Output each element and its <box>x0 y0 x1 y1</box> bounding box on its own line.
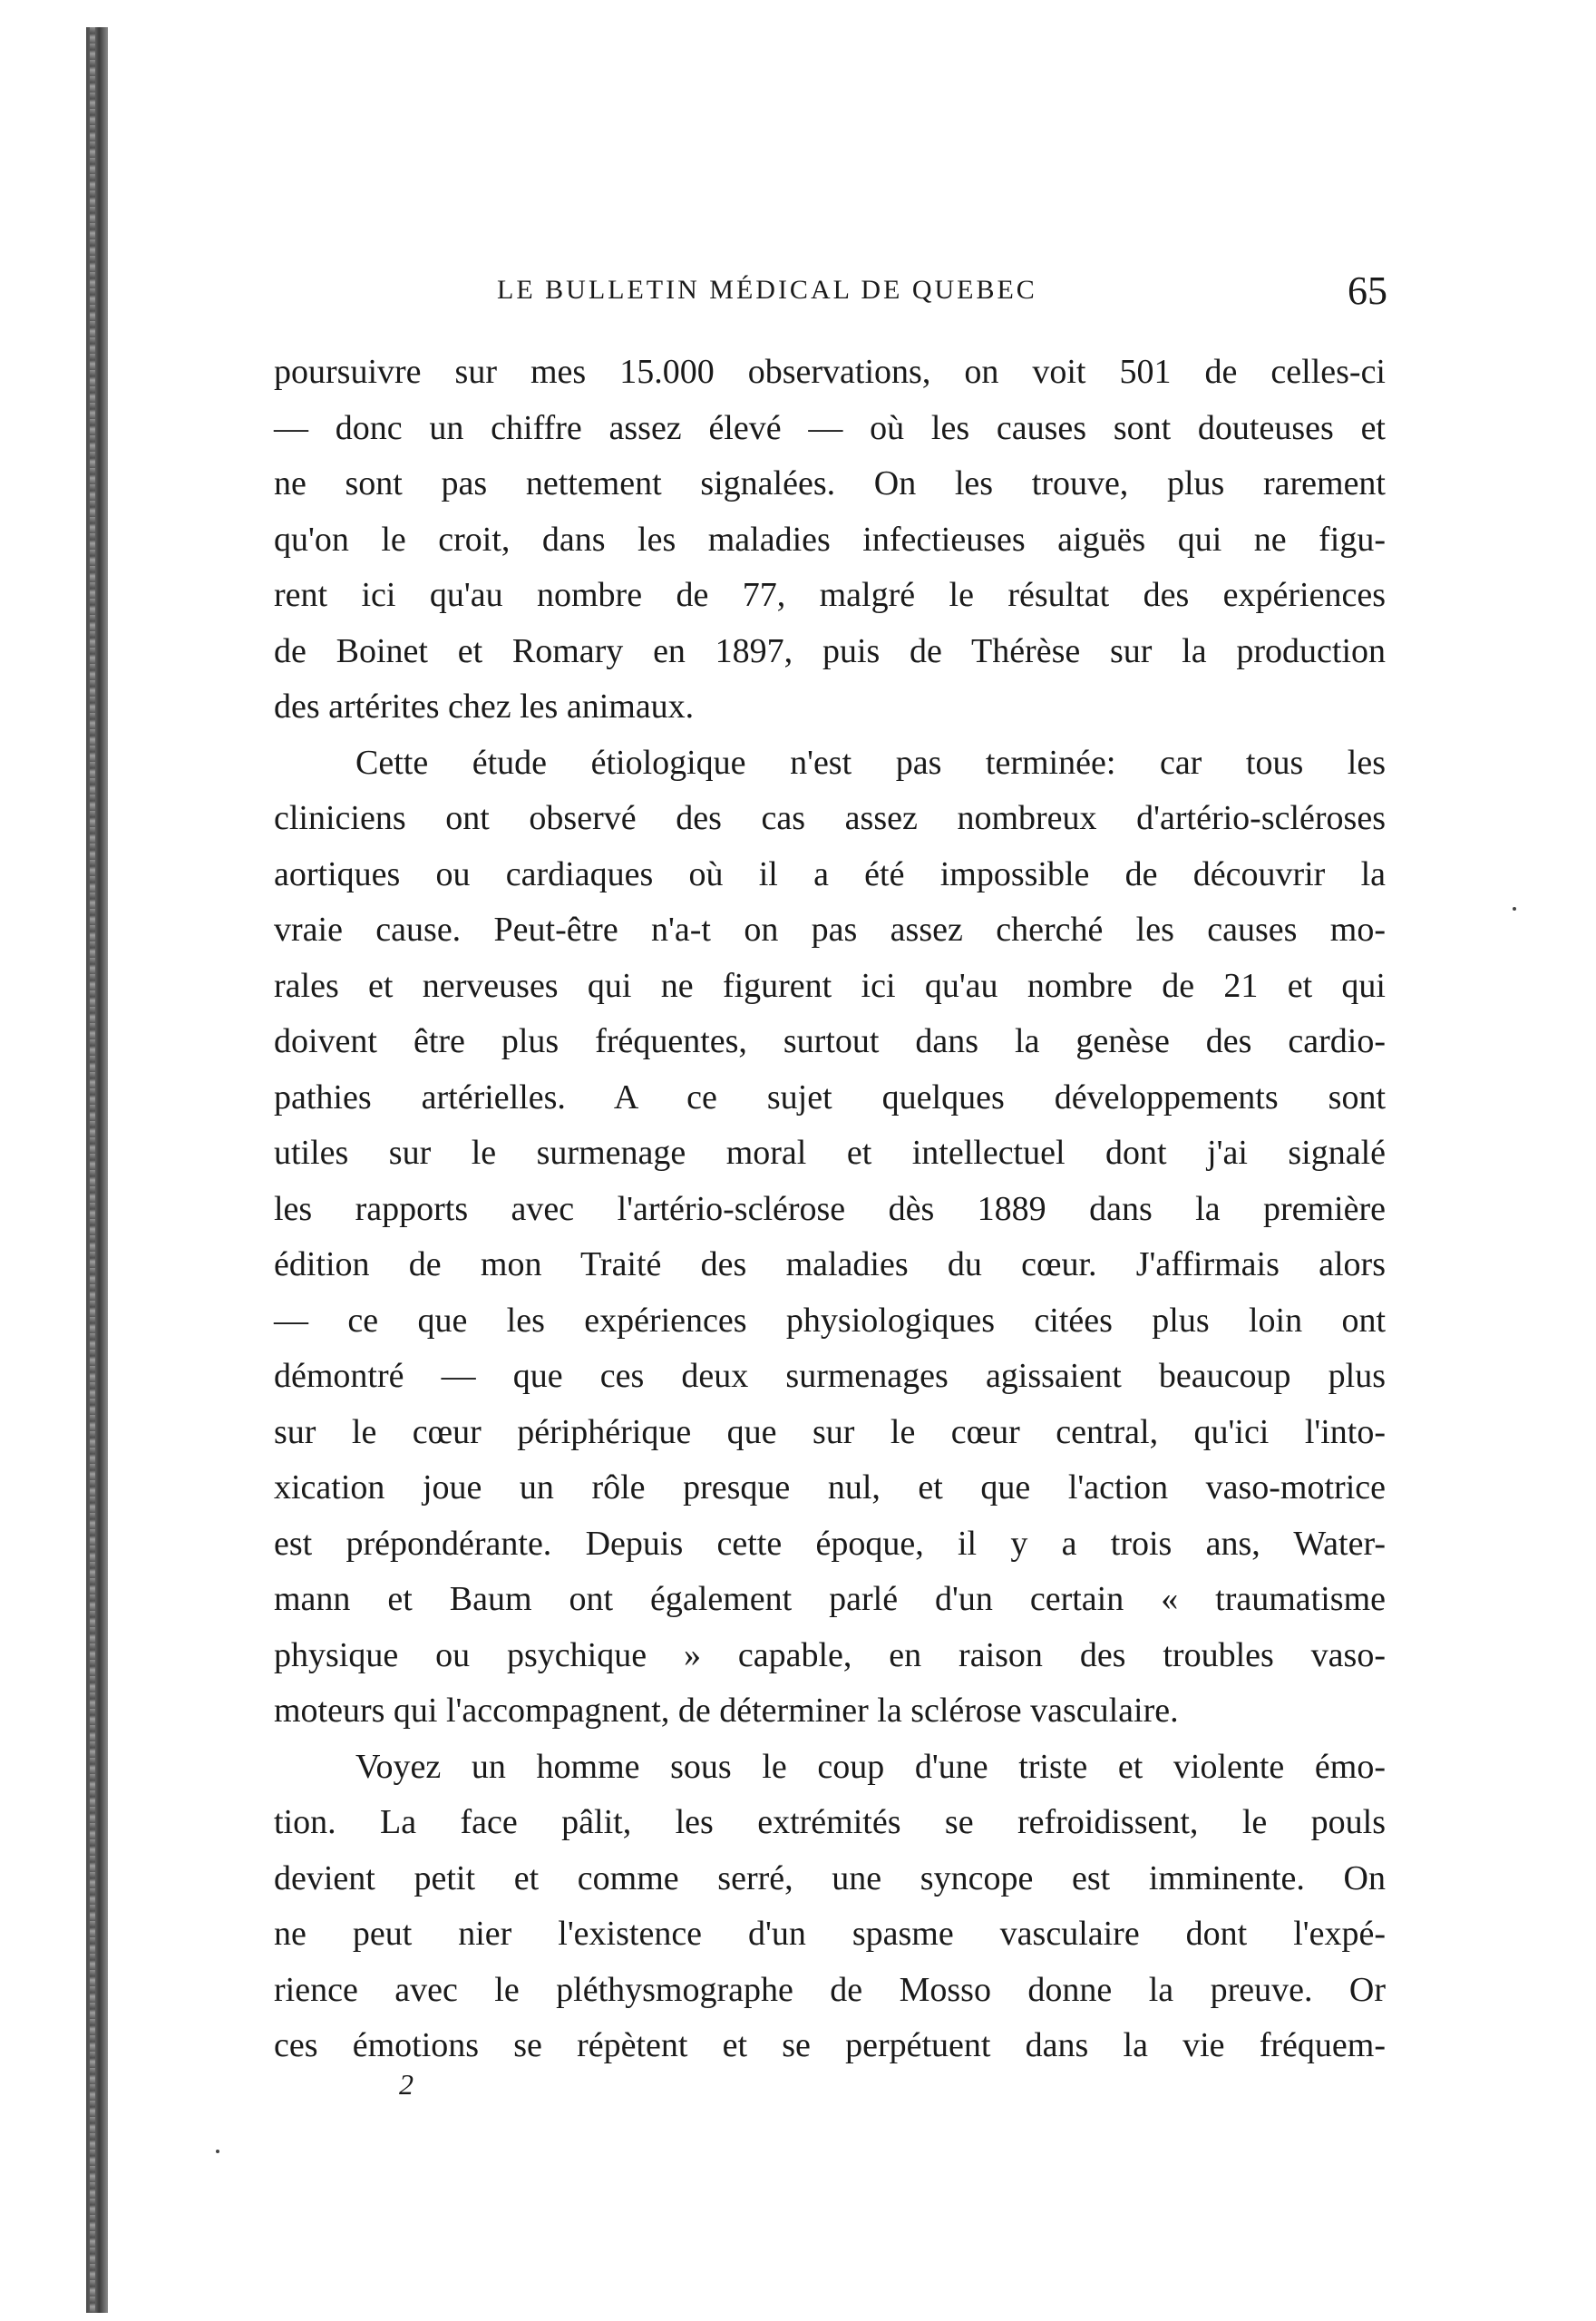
scan-speck <box>1513 907 1516 911</box>
text-line: tion. La face pâlit, les extrémités se refroidissent, le pouls <box>274 1803 1386 1841</box>
text-line: de Boinet et Romary en 1897, puis de Thérèse sur la production <box>274 631 1386 670</box>
text-line: pathies artérielles. A ce sujet quelques développements sont <box>274 1078 1386 1117</box>
text-line: vraie cause. Peut-être n'a-t on pas assez cherché les causes mo- <box>274 911 1386 949</box>
text-line: qu'on le croit, dans les maladies infectieuses aiguës qui ne figu- <box>274 520 1386 559</box>
paragraph <box>274 736 1386 1740</box>
text-line: ne sont pas nettement signalées. On les trouve, plus rarement <box>274 464 1386 502</box>
text-line: rience avec le pléthysmographe de Mosso donne la preuve. Or <box>274 1970 1386 2009</box>
body-text <box>274 345 1386 2074</box>
text-line: Voyez un homme sous le coup d'une triste et violente émo- <box>355 1747 1386 1786</box>
paragraph <box>274 1740 1386 2074</box>
text-line: — ce que les expériences physiologiques citées plus loin ont <box>274 1301 1386 1340</box>
paragraph <box>274 345 1386 736</box>
text-line: édition de mon Traité des maladies du cœur. J'affirmais alors <box>274 1245 1386 1283</box>
text-line: rent ici qu'au nombre de 77, malgré le résultat des expériences <box>274 576 1386 614</box>
text-line: cliniciens ont observé des cas assez nombreux d'artério-scléroses <box>274 799 1386 837</box>
text-line: les rapports avec l'artério-sclérose dès 1889 dans la première <box>274 1189 1386 1228</box>
text-line: xication joue un rôle presque nul, et que l'action vaso-motrice <box>274 1468 1386 1507</box>
scan-speck <box>216 2150 219 2153</box>
binding-edge <box>86 27 108 2313</box>
text-line: utiles sur le surmenage moral et intellectuel dont j'ai signalé <box>274 1134 1386 1172</box>
page-number: 65 <box>1348 268 1387 313</box>
running-title: LE BULLETIN MÉDICAL DE QUEBEC <box>497 275 1037 305</box>
text-line: aortiques ou cardiaques où il a été impossible de découvrir la <box>274 854 1386 893</box>
text-line: physique ou psychique » capable, en raison des troubles vaso- <box>274 1635 1386 1674</box>
text-line: est prépondérante. Depuis cette époque, il y a trois ans, Water- <box>274 1524 1386 1563</box>
text-line: devient petit et comme serré, une syncope est imminente. On <box>274 1858 1386 1897</box>
text-line: rales et nerveuses qui ne figurent ici qu'au nombre de 21 et qui <box>274 966 1386 1005</box>
signature-mark: 2 <box>399 2068 414 2101</box>
text-line: moteurs qui l'accompagnent, de déterminer la sclérose vasculaire. <box>274 1692 1179 1730</box>
text-line: — donc un chiffre assez élevé — où les causes sont douteuses et <box>274 408 1386 447</box>
running-head <box>272 263 1387 317</box>
text-line: ces émotions se répètent et se perpétuent dans la vie fréquem- <box>274 2026 1386 2064</box>
text-line: sur le cœur périphérique que sur le cœur central, qu'ici l'into- <box>274 1412 1386 1451</box>
text-line: ne peut nier l'existence d'un spasme vasculaire dont l'expé- <box>274 1915 1386 1953</box>
text-line: Cette étude étiologique n'est pas terminée: car tous les <box>355 743 1386 782</box>
text-line: poursuivre sur mes 15.000 observations, on voit 501 de celles-ci <box>274 353 1386 391</box>
text-line: mann et Baum ont également parlé d'un certain « traumatisme <box>274 1580 1386 1618</box>
text-line: doivent être plus fréquentes, surtout dans la genèse des cardio- <box>274 1022 1386 1060</box>
text-line: des artérites chez les animaux. <box>274 688 695 726</box>
text-line: démontré — que ces deux surmenages agissaient beaucoup plus <box>274 1357 1386 1395</box>
